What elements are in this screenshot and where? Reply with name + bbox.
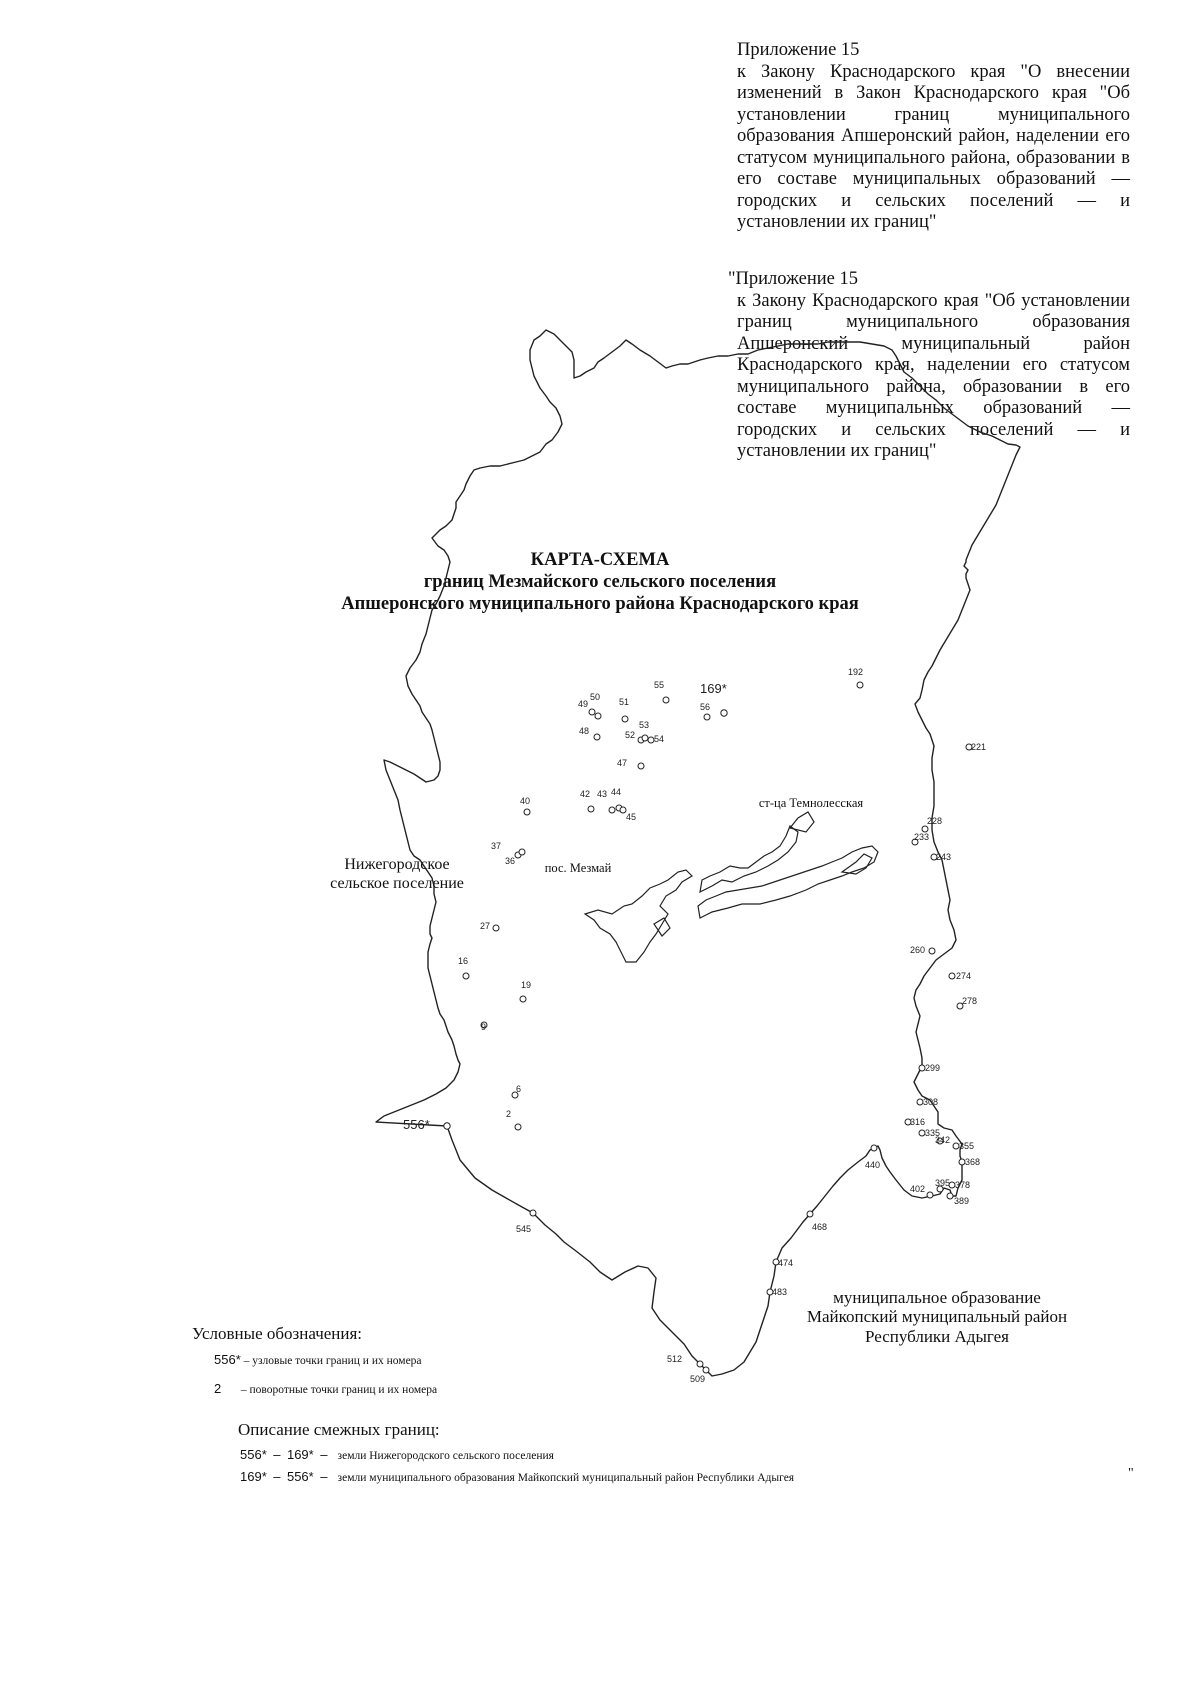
neighbor-south-line3: Республики Адыгея: [865, 1327, 1009, 1346]
settlement-mezmay-label: пос. Мезмай: [544, 861, 612, 875]
point-42: [588, 806, 594, 812]
point-27: [493, 925, 499, 931]
label-556: 556*: [403, 1117, 430, 1132]
label-342: 342: [935, 1135, 951, 1145]
point-509: [703, 1367, 709, 1373]
adjacent-item-1: 556* – 169* – земли Нижегородского сельского поселения: [240, 1447, 554, 1462]
label-395: 395: [935, 1178, 951, 1188]
point-512: [697, 1361, 703, 1367]
label-378: 378: [955, 1180, 971, 1190]
adjacent-2-from: 169*: [240, 1469, 267, 1484]
settlement-temnolesskaya: [698, 812, 878, 918]
boundary-line: [376, 330, 1020, 1376]
closing-quote: ": [1128, 1466, 1134, 1481]
point-labels: [403, 667, 986, 1384]
legend-symbol-nodal: 556*: [214, 1352, 241, 1367]
point-556: [444, 1123, 450, 1129]
label-40: 40: [520, 796, 531, 806]
point-19: [520, 996, 526, 1002]
label-45: 45: [626, 812, 637, 822]
point-55: [663, 697, 669, 703]
label-233: 233: [914, 832, 930, 842]
point-48: [594, 734, 600, 740]
adjacent-2-text: земли муниципального образования Майкопский муниципальный район Республики Адыгея: [337, 1472, 795, 1484]
label-44: 44: [611, 787, 622, 797]
legend-item-nodal: [214, 1353, 422, 1368]
point-402: [927, 1192, 933, 1198]
label-192: 192: [848, 667, 864, 677]
point-192: [857, 682, 863, 688]
label-2: 2: [506, 1109, 512, 1119]
label-274: 274: [956, 971, 972, 981]
label-42: 42: [580, 789, 591, 799]
point-16: [463, 973, 469, 979]
label-9: 9: [481, 1022, 487, 1032]
label-335: 335: [925, 1128, 941, 1138]
label-316: 316: [910, 1117, 926, 1127]
label-545: 545: [516, 1224, 532, 1234]
point-51: [622, 716, 628, 722]
settlement-mezmay: [585, 870, 692, 962]
legend-symbol-turning: 2: [214, 1381, 222, 1396]
label-55: 55: [654, 680, 665, 690]
appendix-new-head: "Приложение 15: [728, 269, 858, 289]
point-40: [524, 809, 530, 815]
label-278: 278: [962, 996, 978, 1006]
label-54: 54: [654, 734, 665, 744]
neighbor-south-line1: муниципальное образование: [833, 1288, 1041, 1307]
label-51: 51: [619, 697, 630, 707]
point-49: [589, 709, 595, 715]
point-440: [871, 1145, 877, 1151]
point-545: [530, 1210, 536, 1216]
label-308: 308: [923, 1097, 939, 1107]
label-260: 260: [910, 945, 926, 955]
adjacent-1-from: 556*: [240, 1447, 267, 1462]
label-483: 483: [772, 1287, 788, 1297]
appendix-current-body: к Закону Краснодарского края "О внесении изменений в Закон Краснодарского края "Об установлении границ муниципального образования Апшеронский район, наделении его статусом муниципального района, образовании в его составе муниципальных образований — городских и сельских поселений — и установлении их границ": [737, 61, 1130, 232]
point-37: [519, 849, 525, 855]
point-468: [807, 1211, 813, 1217]
label-47: 47: [617, 758, 628, 768]
point-50: [595, 713, 601, 719]
point-389: [947, 1193, 953, 1199]
label-440: 440: [865, 1160, 881, 1170]
neighbor-west-line2: сельское поселение: [330, 875, 464, 892]
settlement-temnolesskaya-label: ст-ца Темнолесская: [758, 796, 864, 810]
point-43: [609, 807, 615, 813]
label-36: 36: [505, 856, 516, 866]
place-labels: [330, 796, 1067, 1346]
neighbor-south-line2: Майкопский муниципальный район: [806, 1307, 1068, 1326]
label-299: 299: [925, 1063, 941, 1073]
label-169: 169*: [700, 681, 727, 696]
adjacent-item-2: 169* – 556* – земли муниципального образования Майкопский муниципальный район Республики Адыгея: [240, 1469, 795, 1484]
point-169: [721, 710, 727, 716]
label-468: 468: [812, 1222, 828, 1232]
point-2: [515, 1124, 521, 1130]
label-49: 49: [578, 699, 589, 709]
label-37: 37: [491, 841, 502, 851]
label-243: 243: [936, 852, 952, 862]
point-56: [704, 714, 710, 720]
label-474: 474: [778, 1258, 794, 1268]
map-title-line3: Апшеронского муниципального района Краснодарского края: [341, 594, 859, 614]
label-50: 50: [590, 692, 601, 702]
label-368: 368: [965, 1157, 981, 1167]
map-title-line2: границ Мезмайского сельского поселения: [423, 572, 777, 592]
label-355: 355: [959, 1141, 975, 1151]
point-47: [638, 763, 644, 769]
adjacent-1-to: 169*: [286, 1447, 314, 1462]
legend-text-turning: – поворотные точки границ и их номера: [240, 1384, 438, 1396]
label-52: 52: [625, 730, 636, 740]
adjacent-1-text: земли Нижегородского сельского поселения: [337, 1450, 554, 1462]
label-27: 27: [480, 921, 491, 931]
adjacent-2-to: 556*: [286, 1469, 314, 1484]
label-43: 43: [597, 789, 608, 799]
legend-item-turning: [214, 1382, 437, 1397]
label-509: 509: [690, 1374, 706, 1384]
legend-text-nodal: – узловые точки границ и их номера: [243, 1355, 422, 1367]
point-260: [929, 948, 935, 954]
label-56: 56: [700, 702, 711, 712]
point-274: [949, 973, 955, 979]
label-19: 19: [521, 980, 532, 990]
point-53: [642, 735, 648, 741]
label-48: 48: [579, 726, 590, 736]
map-title-line1: КАРТА-СХЕМА: [530, 550, 670, 570]
label-53: 53: [639, 720, 650, 730]
label-6: 6: [516, 1084, 522, 1094]
legend-title: Условные обозначения:: [192, 1324, 363, 1343]
neighbor-west-line1: Нижегородское: [344, 856, 450, 873]
label-389: 389: [954, 1196, 970, 1206]
appendix-current-head: Приложение 15: [737, 40, 860, 60]
label-228: 228: [927, 816, 943, 826]
adjacent-title: Описание смежных границ:: [238, 1420, 440, 1439]
label-221: 221: [971, 742, 987, 752]
label-16: 16: [458, 956, 469, 966]
label-512: 512: [667, 1354, 683, 1364]
appendix-new-body: к Закону Краснодарского края "Об установлении границ муниципального образования Апшеронский муниципальный район Краснодарского края, наделении его статусом муниципального района, образовании в его составе муниципальных образований — городских и сельских поселений — и установлении их границ": [737, 290, 1130, 461]
label-402: 402: [910, 1184, 926, 1194]
